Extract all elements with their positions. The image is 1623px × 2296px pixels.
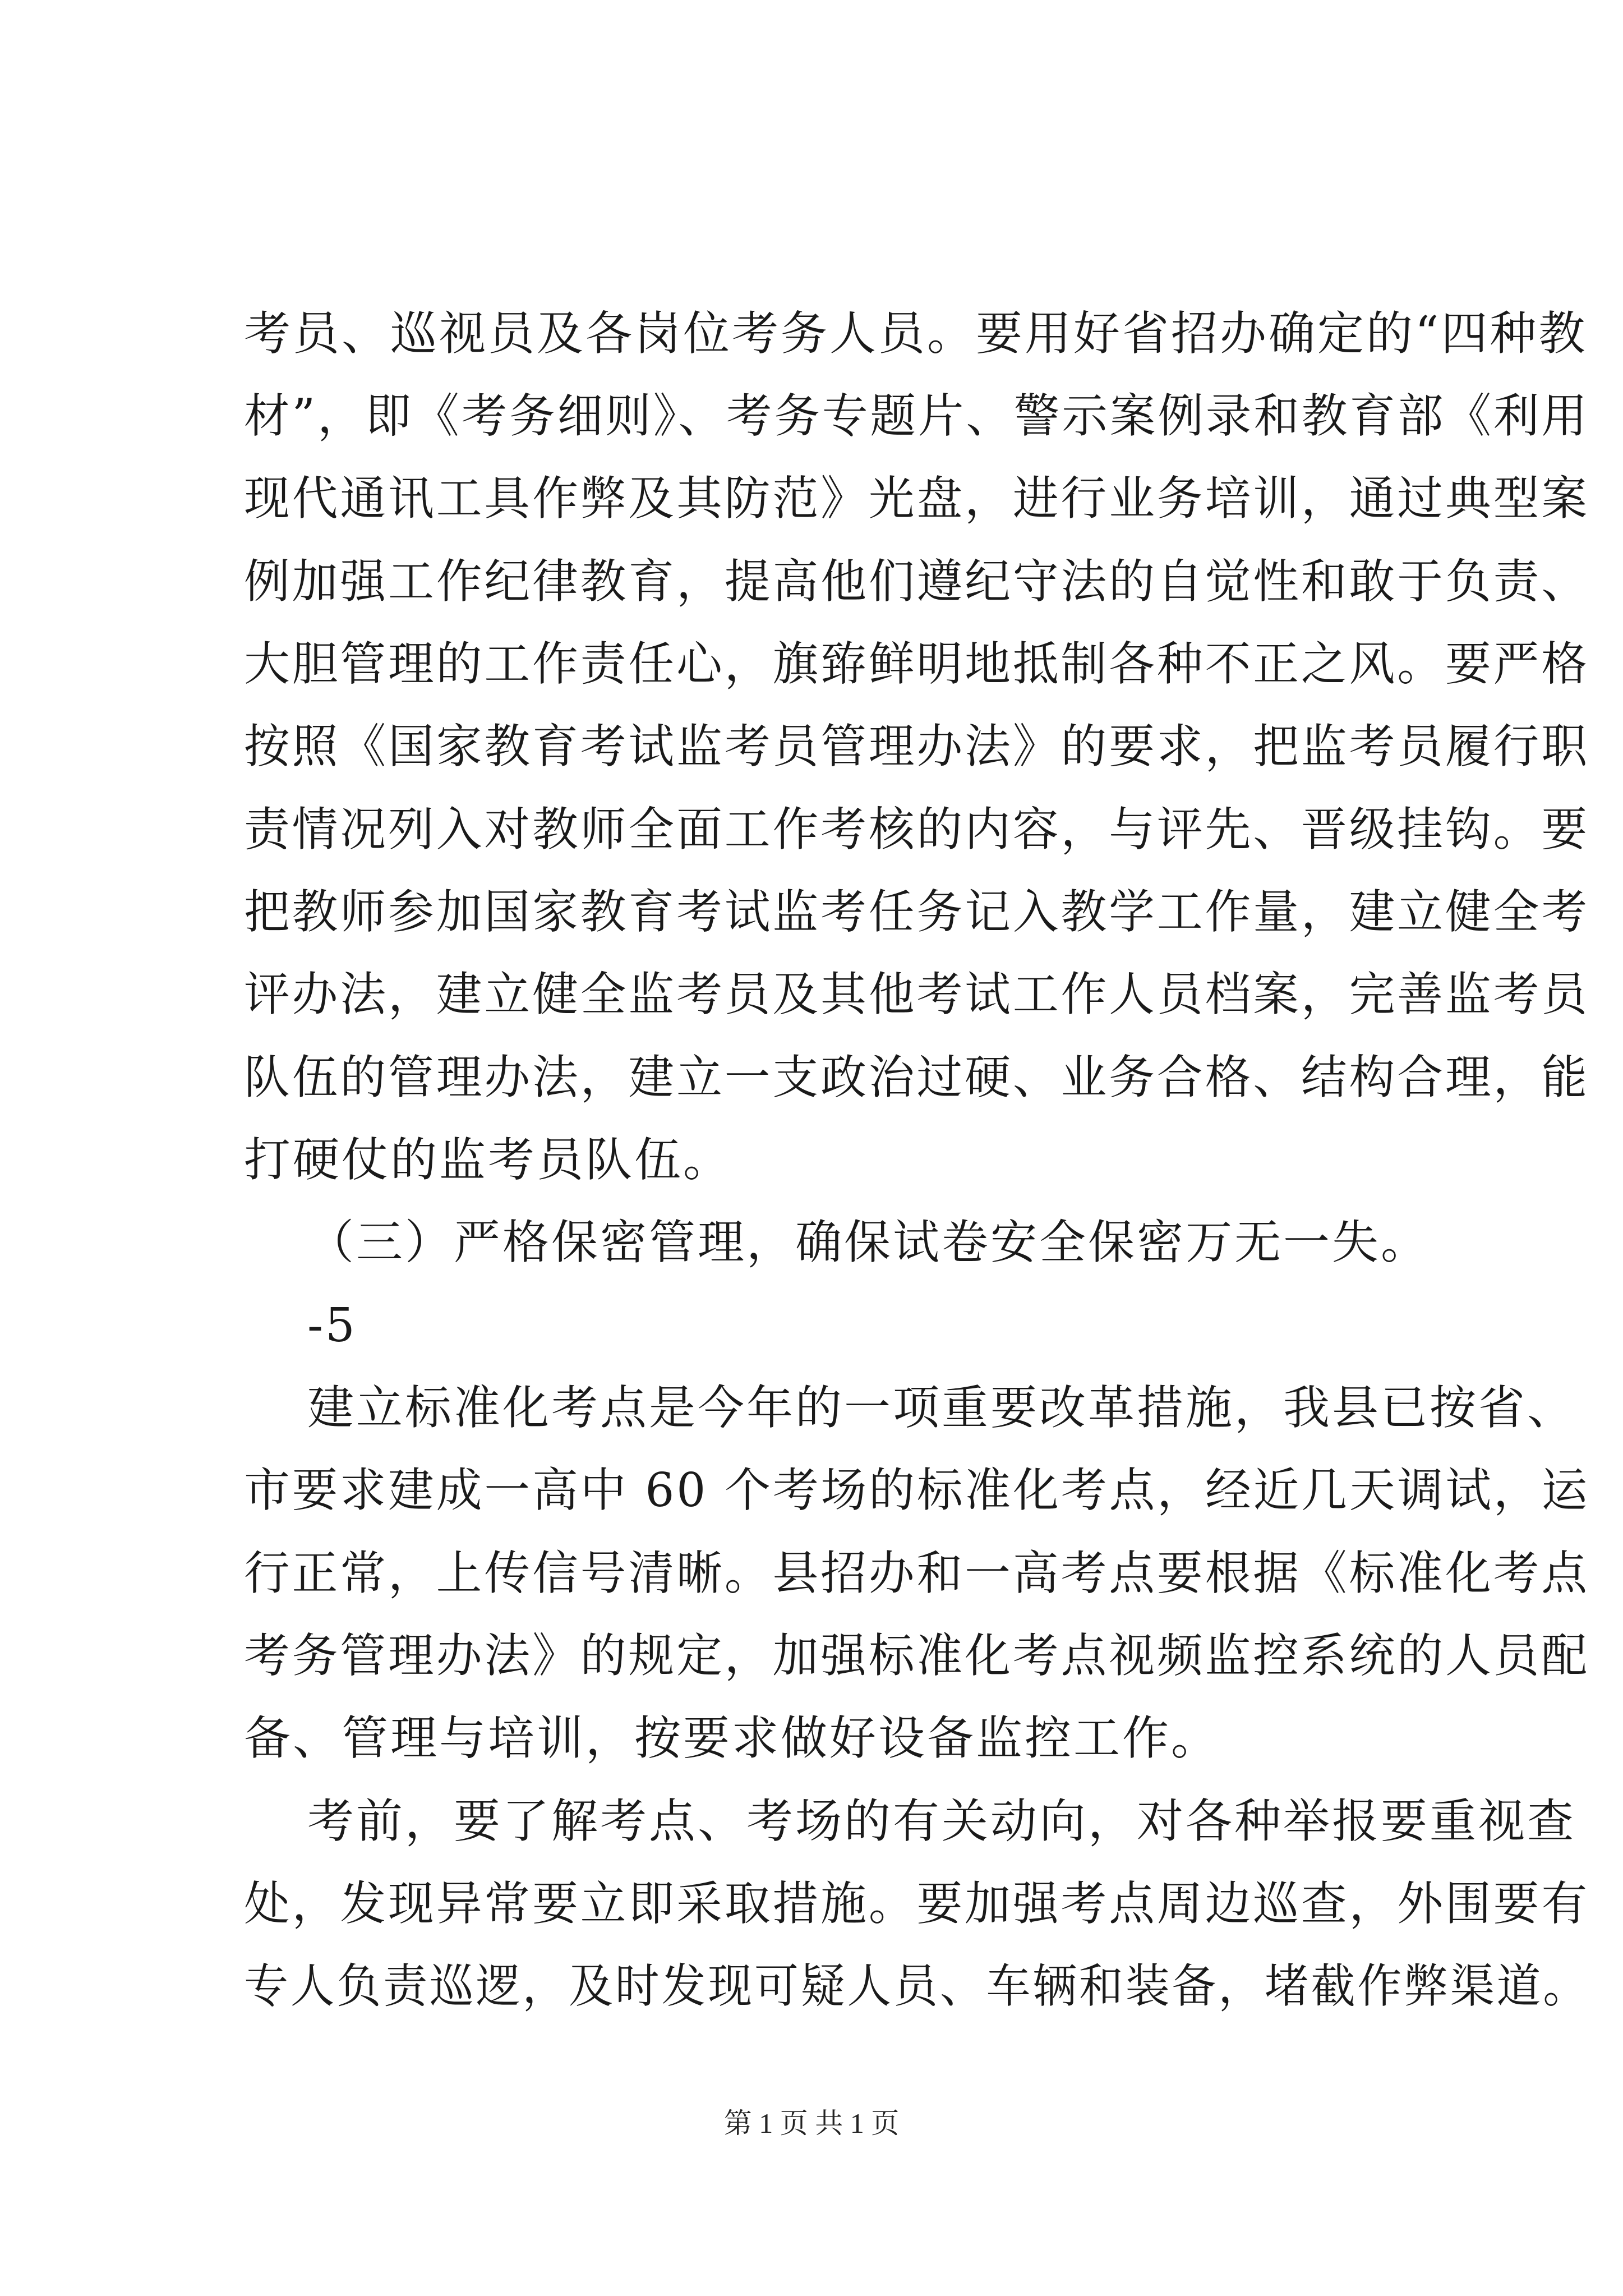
section-heading: （三）严格保密管理，确保试卷安全保密万无一失。	[307, 1215, 1430, 1269]
body-text-line: 考前，要了解考点、考场的有关动向，对各种举报要重视查	[307, 1794, 1576, 1848]
body-text-line: 考员、巡视员及各岗位考务人员。要用好省招办确定的“四种教	[244, 306, 1588, 361]
body-text-line: 队伍的管理办法，建立一支政治过硬、业务合格、结构合理，能	[244, 1050, 1589, 1105]
body-text-line: 处，发现异常要立即采取措施。要加强考点周边巡查，外围要有	[244, 1876, 1589, 1931]
body-text-line: 大胆管理的工作责任心，旗臶鲜明地抵制各种不正之风。要严格	[244, 637, 1589, 691]
page-number-footer: 第 1 页 共 1 页	[723, 2108, 900, 2139]
body-text-line: 按照《国家教育考试监考员管理办法》的要求，把监考员履行职	[244, 719, 1589, 774]
body-text-line: 专人负责巡逻，及时发现可疑人员、车辆和装备，堵截作弊渠道。	[244, 1959, 1589, 2013]
body-text-line: 打硬仗的监考员队伍。	[244, 1133, 732, 1187]
body-text-line: 把教师参加国家教育考试监考任务记入教学工作量，建立健全考	[244, 885, 1589, 939]
body-text-line: 现代通讯工具作弊及其防范》光盘，进行业务培训，通过典型案	[244, 471, 1589, 526]
body-text-line: 评办法，建立健全监考员及其他考试工作人员档案，完善监考员	[244, 967, 1589, 1022]
body-text-line: 市要求建成一高中 60 个考场的标准化考点，经近几天调试，运	[244, 1463, 1590, 1517]
page-marker: -5	[307, 1298, 357, 1352]
body-text-line: 行正常，上传信号清晰。县招办和一高考点要根据《标准化考点	[244, 1546, 1589, 1600]
body-text-line: 建立标准化考点是今年的一项重要改革措施，我县已按省、	[307, 1381, 1576, 1435]
body-text-line: 考务管理办法》的规定，加强标准化考点视频监控系统的人员配	[244, 1628, 1589, 1683]
body-text-line: 备、管理与培训，按要求做好设备监控工作。	[244, 1711, 1220, 1765]
body-text-line: 材”，即《考务细则》、考务专题片、警示案例录和教育部《利用	[244, 389, 1589, 443]
body-text-line: 责情况列入对教师全面工作考核的内容，与评先、晋级挂钩。要	[244, 802, 1589, 857]
body-text-line: 例加强工作纪律教育，提高他们遵纪守法的自觉性和敢于负责、	[244, 554, 1589, 609]
